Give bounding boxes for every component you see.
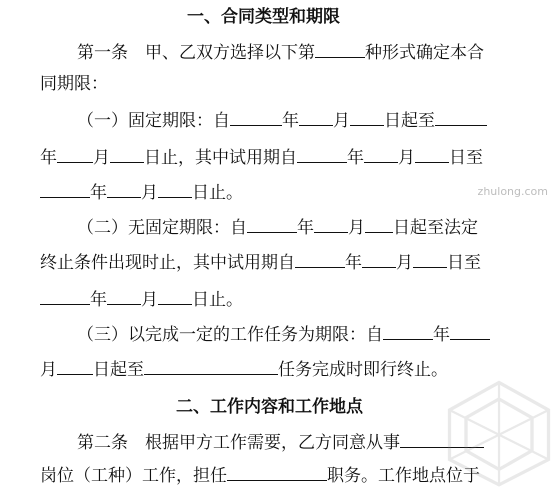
- blank-day: [415, 145, 449, 163]
- task-term-prefix: （三）以完成一定的工作任务为期限：自: [77, 325, 383, 345]
- nonfixed-term-prefix: （二）无固定期限：自: [77, 218, 247, 238]
- blank-duty: [227, 463, 327, 481]
- fixed-term-line-1: [77, 108, 487, 130]
- blank-month: [57, 145, 93, 163]
- job-post-text: 岗位（工种）工作，担任: [40, 466, 227, 486]
- watermark-text: zhulong.com: [477, 185, 548, 198]
- day-to-label: 日至: [447, 253, 481, 273]
- year-label: 年: [347, 148, 364, 168]
- day-to-label: 日至: [449, 148, 483, 168]
- nonfixed-term-line-1: [77, 215, 478, 237]
- day-from-to-label: 日起至: [93, 360, 144, 380]
- blank-year: [40, 287, 90, 305]
- blank-year: [230, 108, 282, 126]
- probation-label: 日止，其中试用期自: [144, 148, 297, 168]
- year-label: 年: [345, 253, 362, 273]
- month-label: 月: [93, 148, 110, 168]
- article-2-line-1: [77, 430, 484, 452]
- article-1-line-2: 同期限：: [40, 74, 108, 94]
- blank-year: [383, 322, 433, 340]
- task-term-line-1: [77, 322, 490, 344]
- blank-month: [450, 322, 490, 340]
- month-label: 月: [398, 148, 415, 168]
- month-label: 月: [396, 253, 413, 273]
- day-end-label: 日止。: [192, 183, 243, 203]
- blank-year: [295, 250, 345, 268]
- blank-day: [158, 180, 192, 198]
- year-label: 年: [282, 111, 299, 131]
- blank-day: [57, 357, 93, 375]
- day-from-to-label: 日起至: [384, 111, 435, 131]
- month-label: 月: [40, 360, 57, 380]
- watermark-logo-icon: [444, 377, 554, 487]
- blank-day: [413, 250, 447, 268]
- year-label: 年: [40, 148, 57, 168]
- day-to-statutory-label: 日起至法定: [393, 218, 478, 238]
- article-2-line-2: [40, 463, 480, 485]
- blank-month: [299, 108, 333, 126]
- section-heading-work-content: 二、工作内容和工作地点: [176, 397, 363, 417]
- nonfixed-term-line-2: [40, 250, 481, 272]
- task-term-line-2: [40, 357, 448, 379]
- blank-day: [350, 108, 384, 126]
- section-heading-contract-type: 一、合同类型和期限: [187, 7, 340, 27]
- month-label: 月: [333, 111, 350, 131]
- fixed-term-line-2: [40, 145, 483, 167]
- blank-year: [40, 180, 90, 198]
- article-1-text-tail: 种形式确定本合: [365, 43, 484, 63]
- blank-end-year: [435, 108, 487, 126]
- fixed-term-line-3: [40, 180, 243, 202]
- day-end-label: 日止。: [192, 290, 243, 310]
- fixed-term-prefix: （一）固定期限：自: [77, 111, 230, 131]
- year-label: 年: [297, 218, 314, 238]
- blank-year: [297, 145, 347, 163]
- task-completion-text: 任务完成时即行终止。: [278, 360, 448, 380]
- blank-month: [314, 215, 348, 233]
- blank-month: [107, 287, 141, 305]
- blank-month: [362, 250, 396, 268]
- blank-day: [110, 145, 144, 163]
- month-label: 月: [348, 218, 365, 238]
- blank-task-name: [144, 357, 278, 375]
- blank-month: [364, 145, 398, 163]
- blank-form-number: [315, 40, 365, 58]
- article-1-line-1: [77, 40, 484, 62]
- blank-month: [107, 180, 141, 198]
- article-2-text: 第二条 根据甲方工作需要，乙方同意从事: [77, 433, 400, 453]
- month-label: 月: [141, 183, 158, 203]
- article-1-text: 第一条 甲、乙双方选择以下第: [77, 43, 315, 63]
- year-label: 年: [90, 183, 107, 203]
- year-label: 年: [433, 325, 450, 345]
- blank-year: [247, 215, 297, 233]
- month-label: 月: [141, 290, 158, 310]
- termination-condition-text: 终止条件出现时止，其中试用期自: [40, 253, 295, 273]
- blank-day: [365, 215, 393, 233]
- duty-location-text: 职务。工作地点位于: [327, 466, 480, 486]
- nonfixed-term-line-3: [40, 287, 243, 309]
- year-label: 年: [90, 290, 107, 310]
- blank-day: [158, 287, 192, 305]
